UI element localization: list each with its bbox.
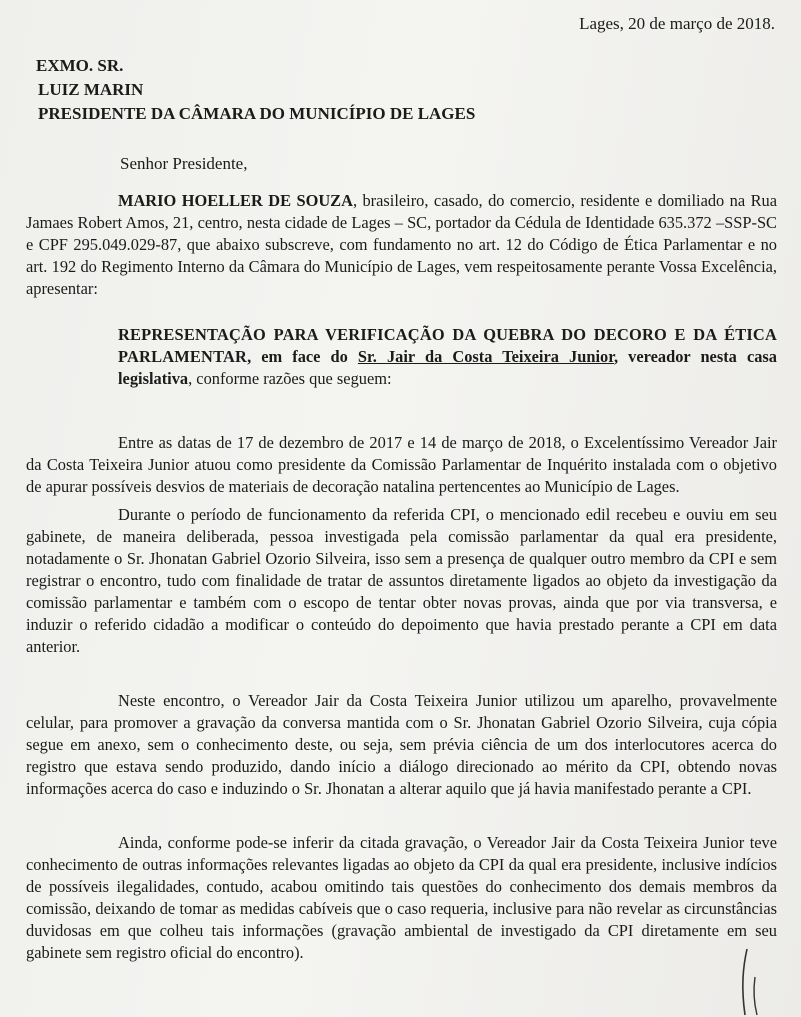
paragraph-3: Neste encontro, o Vereador Jair da Costa Teixeira Junior utilizou um aparelho, provavelmente celular, para promover a gravação da conversa mantida com o Sr. Jhonatan Gabriel Ozorio Silveira, cuja cópia segue em anexo, sem o conhecimento deste, ou seja, sem prévia ciência de um dos interlocutores acerca do registro que estava sendo produzido, dando início a diálogo direcionado ao mérito da CPI, obtendo novas informações acerca do caso e induzindo o Sr. Jhonatan a alterar aquilo que já havia manifestado perante a CPI. bbox=[26, 691, 777, 798]
addressee-block bbox=[26, 54, 777, 126]
salutation: Senhor Presidente, bbox=[120, 154, 248, 173]
addressee-title: PRESIDENTE DA CÂMARA DO MUNICÍPIO DE LAGES bbox=[38, 104, 476, 123]
representation-title bbox=[118, 324, 777, 390]
title-target: Sr. Jair da Costa Teixeira Junior bbox=[357, 347, 614, 366]
addressee-name: LUIZ MARIN bbox=[38, 80, 144, 99]
intro-paragraph bbox=[26, 190, 777, 300]
title-caps: REPRESENTAÇÃO PARA VERIFICAÇÃO DA QUEBRA DO DECORO E DA ÉTICA PARLAMENTAR bbox=[118, 325, 777, 366]
signature-mark bbox=[721, 947, 761, 1017]
paragraph-1: Entre as datas de 17 de dezembro de 2017 e 14 de março de 2018, o Excelentíssimo Vereador Jair da Costa Teixeira Junior atuou como presidente da Comissão Parlamentar de Inquérito instalada com o objetivo de apurar possíveis desvios de materiais de decoração natalina pertencentes ao Município de Lages. bbox=[26, 433, 777, 496]
petitioner-name: MARIO HOELLER DE SOUZA bbox=[118, 191, 353, 210]
title-role: , vereador nesta casa legislativa bbox=[118, 347, 777, 388]
intro-text: , brasileiro, casado, do comercio, residente e domiliado na Rua Jamaes Robert Amos, 21, centro, nesta cidade de Lages – SC, portador da Cédula de Identidade 635.372 –SSP-SC e CPF 295.049.029-87, que abaixo subscreve, com fundamento no art. 12 do Código de Ética Parlamentar e no art. 192 do Regimento Interno da Câmara do Município de Lages, vem respeitosamente perante Vossa Excelência, apresentar: bbox=[26, 191, 778, 298]
title-face: , em face do bbox=[247, 347, 358, 366]
date-line: Lages, 20 de março de 2018. bbox=[579, 14, 775, 33]
title-rest: , conforme razões que seguem: bbox=[188, 369, 392, 388]
paragraph-2: Durante o período de funcionamento da referida CPI, o mencionado edil recebeu e ouviu em seu gabinete, de maneira deliberada, pessoa investigada pela comissão parlamentar da qual era presidente, notadamente o Sr. Jhonatan Gabriel Ozorio Silveira, isso sem a presença de qualquer outro membro da CPI e sem registrar o encontro, tudo com finalidade de tratar de assuntos diretamente ligados ao objeto da investigação da comissão parlamentar e também com o escopo de tentar obter novas provas, ainda que por via transversa, e induzir o referido cidadão a modificar o conteúdo do depoimento que havia prestado perante a CPI em data anterior. bbox=[26, 505, 777, 656]
addressee-honorific: EXMO. SR. bbox=[36, 56, 124, 75]
paragraph-4: Ainda, conforme pode-se inferir da citada gravação, o Vereador Jair da Costa Teixeira Junior teve conhecimento de outras informações relevantes ligadas ao objeto da CPI da qual era presidente, inclusive indícios de possíveis ilegalidades, contudo, acabou omitindo tais questões do conhecimento dos demais membros da comissão, deixando de tomar as medidas cabíveis que o caso requeria, inclusive para não revelar as circunstâncias duvidosas em que colheu tais informações (gravação ambiental de investigado da CPI diretamente em seu gabinete sem registro oficial do encontro). bbox=[26, 833, 777, 962]
